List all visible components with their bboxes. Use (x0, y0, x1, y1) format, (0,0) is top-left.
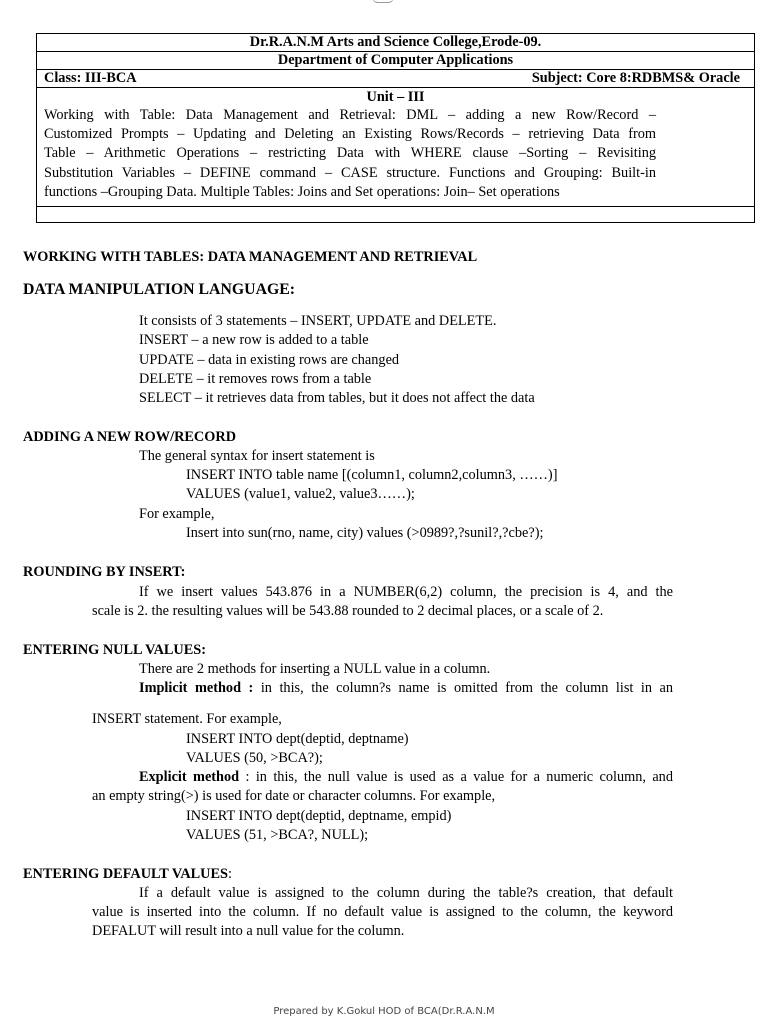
syllabus-line: Working with Table: Data Management and Retrieval: DML – adding a new Row/Record – (44, 107, 656, 123)
rounding-line: If we insert values 543.876 in a NUMBER(6,2) column, the precision is 4, and the (139, 584, 673, 600)
null-heading: ENTERING NULL VALUES: (23, 642, 207, 658)
header-table (36, 33, 755, 223)
college-name: Dr.R.A.N.M Arts and Science College,Erode-09. (37, 34, 754, 52)
null-intro: There are 2 methods for inserting a NULL value in a column. (139, 661, 491, 677)
header-empty-row (37, 207, 754, 222)
dml-line: SELECT – it retrieves data from tables, but it does not affect the data (139, 390, 535, 406)
syntax-line: INSERT INTO table name [(column1, column2,column3, ……)] (186, 467, 558, 483)
dml-line: INSERT – a new row is added to a table (139, 332, 369, 348)
syllabus-line: functions –Grouping Data. Multiple Tables: Joins and Set operations: Join– Set operations (44, 183, 560, 200)
unit-title: Unit – III (366, 89, 425, 105)
syntax-intro: The general syntax for insert statement is (139, 448, 375, 464)
default-line: DEFALUT will result into a null value for the column. (92, 923, 405, 939)
explicit-text: : in this, the null value is used as a value for a numeric column, and (239, 769, 673, 785)
default-line: value is inserted into the column. If no default value is assigned to the column, the keyword (92, 904, 673, 920)
explicit-line (139, 768, 673, 787)
dml-line: It consists of 3 statements – INSERT, UPDATE and DELETE. (139, 313, 497, 329)
add-row-heading: ADDING A NEW ROW/RECORD (23, 429, 237, 445)
syllabus-line: Substitution Variables – DEFINE command – CASE structure. Functions and Grouping: Built-in (44, 164, 656, 181)
page-top-mark (372, 0, 394, 3)
rounding-heading: ROUNDING BY INSERT: (23, 564, 186, 580)
implicit-line (139, 679, 673, 698)
class-subject-row (37, 70, 754, 88)
example-intro: For example, (139, 506, 215, 522)
explicit-code: VALUES (51, >BCA?, NULL); (186, 827, 369, 843)
implicit-code: VALUES (50, >BCA?); (186, 750, 323, 766)
default-heading-line (23, 865, 232, 884)
dml-line: UPDATE – data in existing rows are changed (139, 352, 400, 368)
department-name: Department of Computer Applications (37, 52, 754, 70)
example-code: Insert into sun(rno, name, city) values (>0989?,?sunil?,?cbe?); (186, 525, 544, 541)
syntax-line: VALUES (value1, value2, value3……); (186, 486, 415, 502)
syllabus-line: Table – Arithmetic Operations – restricting Data with WHERE clause –Sorting – Revisiting (44, 145, 656, 162)
subject-label: Subject: Core 8:RDBMS& Oracle (531, 70, 740, 86)
rounding-line: scale is 2. the resulting values will be 543.88 rounded to 2 decimal places, or a scale of 2. (92, 603, 604, 619)
implicit-code: INSERT INTO dept(deptid, deptname) (186, 731, 409, 747)
explicit-label: Explicit method (139, 769, 240, 785)
dml-line: DELETE – it removes rows from a table (139, 371, 372, 387)
syllabus-line: Customized Prompts – Updating and Deleting an Existing Rows/Records – retrieving Data from (44, 126, 656, 143)
implicit-cont: INSERT statement. For example, (92, 711, 282, 727)
page-footer: Prepared by K.Gokul HOD of BCA(Dr.R.A.N.M (273, 1006, 495, 1017)
main-heading: WORKING WITH TABLES: DATA MANAGEMENT AND RETRIEVAL (23, 249, 478, 265)
explicit-cont: an empty string(>) is used for date or character columns. For example, (92, 788, 496, 804)
default-heading: ENTERING DEFAULT VALUES (23, 866, 228, 882)
explicit-code: INSERT INTO dept(deptid, deptname, empid) (186, 808, 452, 824)
dml-heading: DATA MANIPULATION LANGUAGE: (23, 281, 296, 298)
syllabus-text (37, 106, 754, 207)
implicit-label: Implicit method : (139, 680, 254, 696)
class-label: Class: III-BCA (44, 70, 137, 86)
default-colon: : (228, 866, 232, 882)
implicit-text: in this, the column?s name is omitted from the column list in an (253, 680, 673, 696)
default-line: If a default value is assigned to the column during the table?s creation, that default (139, 885, 673, 901)
